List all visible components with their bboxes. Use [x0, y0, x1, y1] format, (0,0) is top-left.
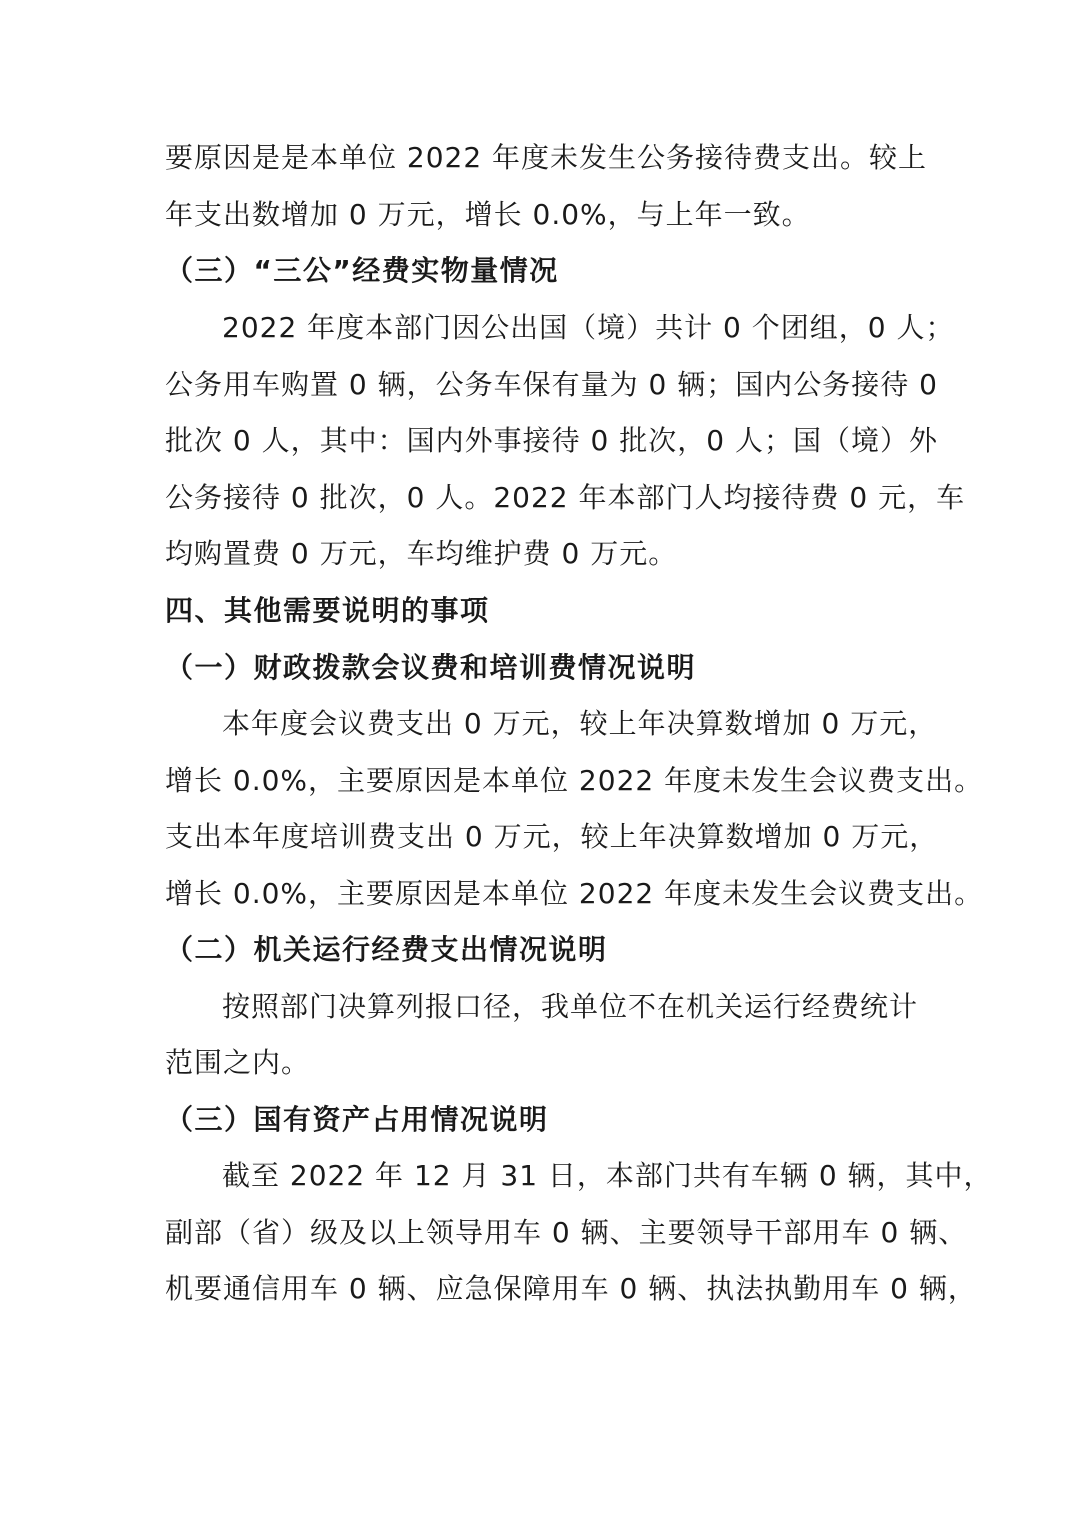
- section-heading: （一）财政拨款会议费和培训费情况说明: [165, 651, 697, 684]
- body-text-line: 要原因是是本单位 2022 年度未发生公务接待费支出。较上: [165, 141, 928, 174]
- body-text-line: 2022 年度本部门因公出国（境）共计 0 个团组，0 人；: [222, 311, 955, 344]
- body-text-line: 公务用车购置 0 辆，公务车保有量为 0 辆；国内公务接待 0: [165, 368, 938, 401]
- body-text-line: 截至 2022 年 12 月 31 日，本部门共有车辆 0 辆，其中，: [222, 1159, 993, 1192]
- body-text-line: 均购置费 0 万元，车均维护费 0 万元。: [165, 537, 678, 570]
- body-text-line: 年支出数增加 0 万元，增长 0.0%，与上年一致。: [165, 198, 811, 231]
- body-text-line: 支出本年度培训费支出 0 万元，较上年决算数增加 0 万元，: [165, 820, 939, 853]
- body-text-line: 副部（省）级及以上领导用车 0 辆、主要领导干部用车 0 辆、: [165, 1216, 968, 1249]
- section-heading: （三）国有资产占用情况说明: [165, 1103, 549, 1136]
- body-text-line: 本年度会议费支出 0 万元，较上年决算数增加 0 万元，: [222, 707, 938, 740]
- section-heading: （二）机关运行经费支出情况说明: [165, 933, 608, 966]
- body-text-line: 公务接待 0 批次，0 人。2022 年本部门人均接待费 0 元，车: [165, 481, 966, 514]
- body-text-line: 范围之内。: [165, 1046, 311, 1079]
- body-text-line: 按照部门决算列报口径，我单位不在机关运行经费统计: [222, 990, 919, 1023]
- section-heading: （三）“三公”经费实物量情况: [165, 254, 559, 287]
- body-text-line: 增长 0.0%，主要原因是本单位 2022 年度未发生会议费支出。: [165, 877, 984, 910]
- body-text-line: 机要通信用车 0 辆、应急保障用车 0 辆、执法执勤用车 0 辆，: [165, 1272, 977, 1305]
- body-text-line: 批次 0 人，其中：国内外事接待 0 批次，0 人；国（境）外: [165, 424, 938, 457]
- chapter-heading: 四、其他需要说明的事项: [165, 594, 490, 627]
- body-text-line: 增长 0.0%，主要原因是本单位 2022 年度未发生会议费支出。: [165, 764, 984, 797]
